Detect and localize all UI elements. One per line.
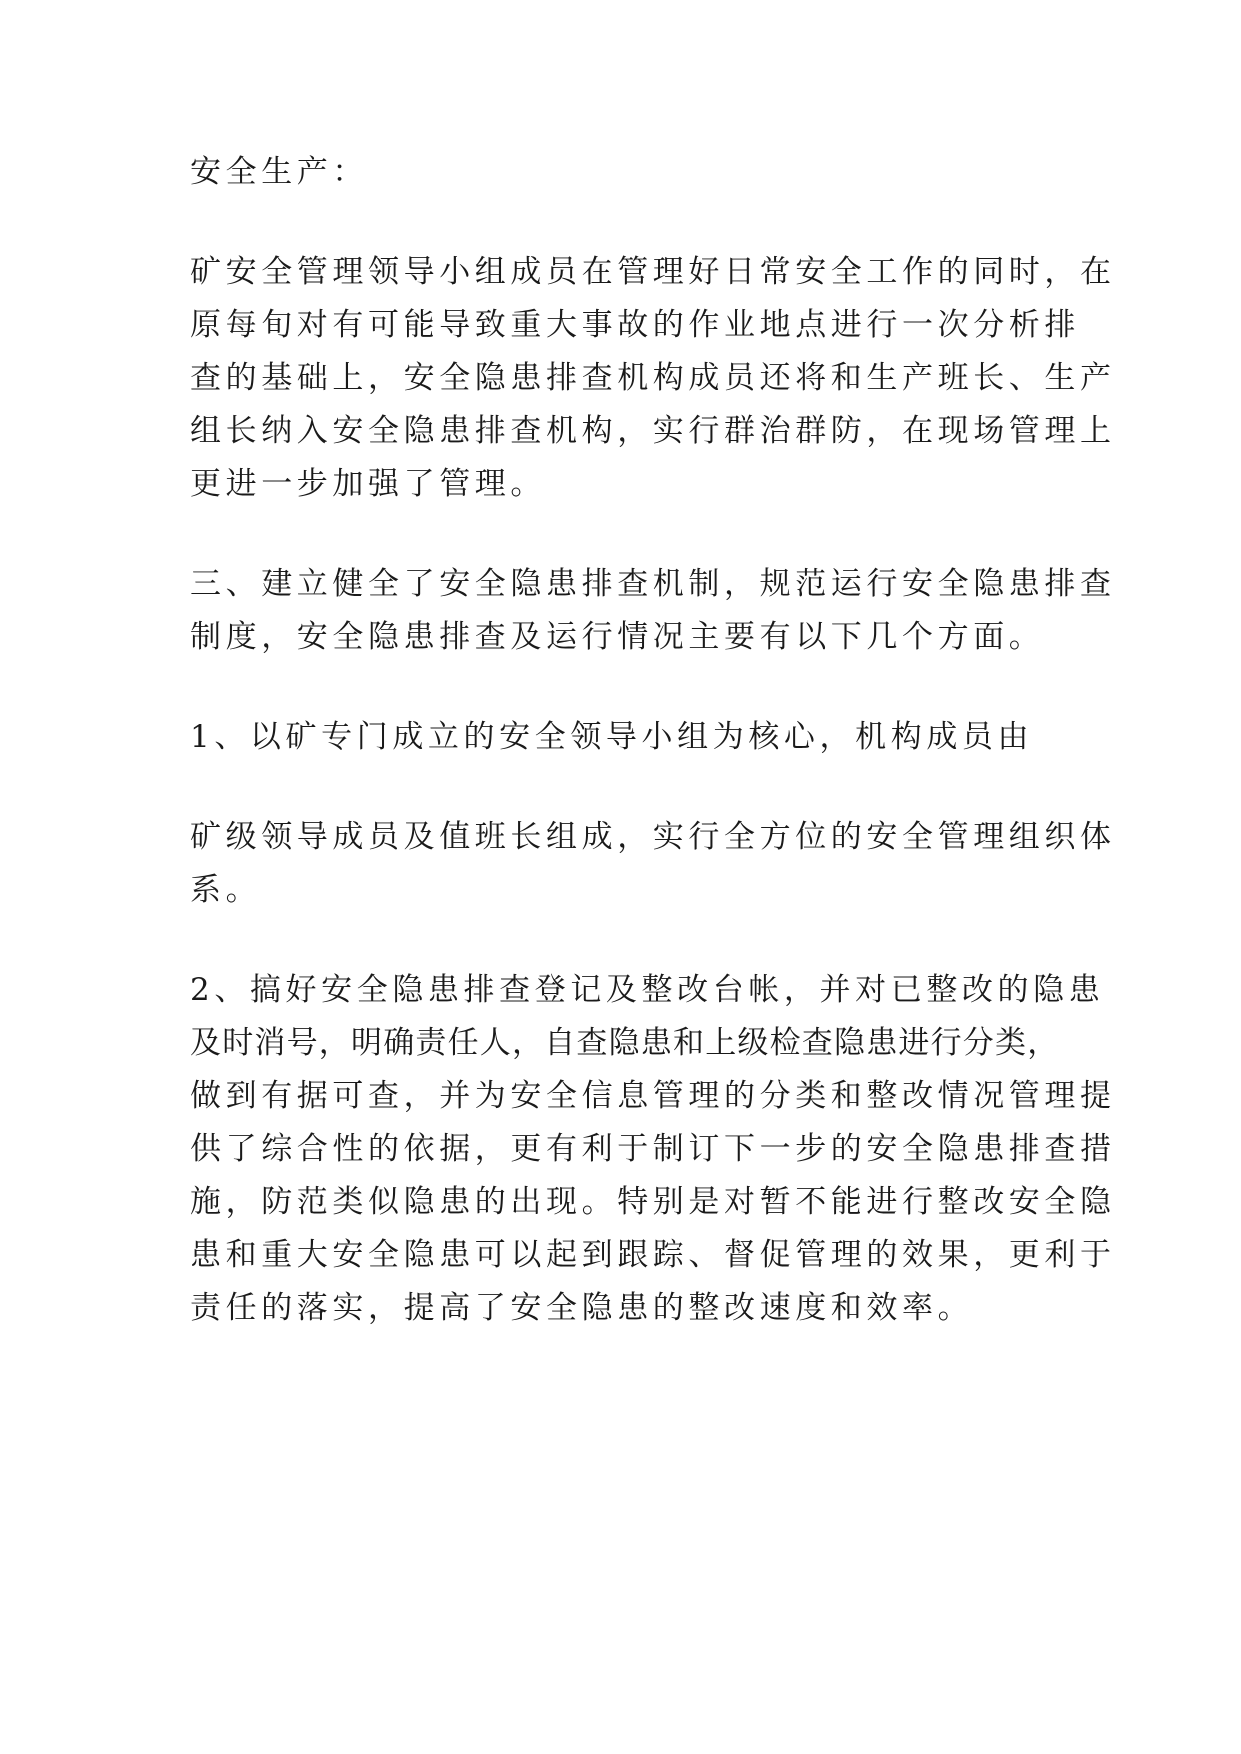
- list-item-line: 1、以矿专门成立的安全领导小组为核心，机构成员由: [190, 719, 1034, 755]
- paragraph-line: 患和重大安全隐患可以起到跟踪、督促管理的效果，更利于: [190, 1237, 1116, 1273]
- paragraph-line: 原每旬对有可能导致重大事故的作业地点进行一次分析排: [190, 307, 1080, 343]
- paragraph-line: 供了综合性的依据，更有利于制订下一步的安全隐患排查措: [190, 1131, 1116, 1167]
- paragraph-line: 三、建立健全了安全隐患排查机制，规范运行安全隐患排查: [190, 566, 1116, 602]
- paragraph-line: 做到有据可查，并为安全信息管理的分类和整改情况管理提: [190, 1078, 1116, 1114]
- paragraph-line: 更进一步加强了管理。: [190, 466, 546, 502]
- paragraph-line: 查的基础上，安全隐患排查机构成员还将和生产班长、生产: [190, 360, 1116, 396]
- paragraph-line: 矿级领导成员及值班长组成，实行全方位的安全管理组织体: [190, 819, 1116, 855]
- paragraph-line: 及时消号，明确责任人，自查隐患和上级检查隐患进行分类，: [190, 1025, 1060, 1061]
- paragraph-line: 组长纳入安全隐患排查机构，实行群治群防，在现场管理上: [190, 413, 1116, 449]
- paragraph-line: 系。: [190, 872, 262, 908]
- paragraph-line: 责任的落实，提高了安全隐患的整改速度和效率。: [190, 1290, 974, 1326]
- section-heading: 安全生产：: [190, 154, 368, 190]
- paragraph-line: 制度，安全隐患排查及运行情况主要有以下几个方面。: [190, 619, 1045, 655]
- paragraph-line: 矿安全管理领导小组成员在管理好日常安全工作的同时，在: [190, 254, 1116, 290]
- list-item-line: 2、搞好安全隐患排查登记及整改台帐，并对已整改的隐患: [190, 972, 1105, 1008]
- paragraph-line: 施，防范类似隐患的出现。特别是对暂不能进行整改安全隐: [190, 1184, 1116, 1220]
